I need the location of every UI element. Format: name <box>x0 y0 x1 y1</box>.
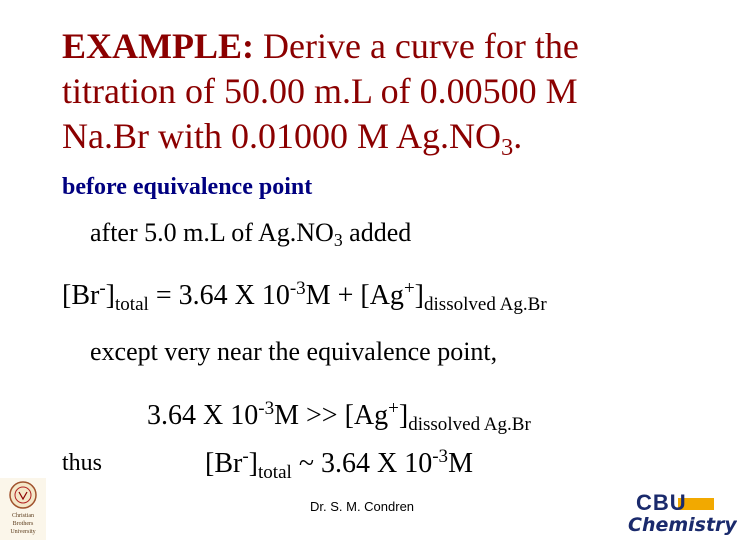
equation-1 <box>62 277 547 315</box>
equation-3 <box>205 445 473 483</box>
eq2-exponent: -3 <box>258 397 275 419</box>
after-subscript: 3 <box>333 230 343 251</box>
slide-title <box>62 24 579 162</box>
logo-cbu-text: CBU <box>636 490 687 515</box>
eq3-exponent: -3 <box>432 445 449 467</box>
title-label: EXAMPLE: <box>62 26 254 66</box>
eq1-br-close: ] <box>105 280 115 311</box>
university-seal-logo <box>0 478 46 540</box>
eq3-br: [Br <box>205 448 243 479</box>
eq2-ag-charge: + <box>388 397 399 419</box>
eq2-mid: M >> [Ag <box>274 400 389 431</box>
eq2-dissolved-sub: dissolved Ag.Br <box>408 413 531 435</box>
thus-label: thus <box>62 450 103 476</box>
eq1-exponent: -3 <box>289 277 306 299</box>
eq3-br-charge: - <box>242 445 249 467</box>
title-text-2: titration of 50.00 m.L of 0.00500 M <box>62 71 578 111</box>
seal-line-3: University <box>10 529 36 535</box>
equation-2 <box>147 397 531 435</box>
seal-line-2: Brothers <box>12 521 34 527</box>
eq1-total-sub: total <box>115 293 149 315</box>
seal-line-1: Christian <box>12 513 34 519</box>
except-line: except very near the equivalence point, <box>90 337 498 366</box>
eq3-mid: ~ 3.64 X 10 <box>291 448 433 479</box>
title-text-1: Derive a curve for the <box>254 26 579 66</box>
eq2-pre: 3.64 X 10 <box>147 400 259 431</box>
after-text-end: added <box>342 218 412 247</box>
title-text-3: Na.Br with 0.01000 M Ag.NO <box>62 116 501 156</box>
eq1-ag-charge: + <box>403 277 415 299</box>
eq1-mid: = 3.64 X 10 <box>148 280 290 311</box>
title-subscript: 3 <box>501 134 514 162</box>
eq1-mid2: M + [Ag <box>305 280 404 311</box>
logo-chemistry-text: Chemistry <box>628 514 737 536</box>
after-line <box>90 218 412 251</box>
eq1-br-charge: - <box>99 277 106 299</box>
eq1-ag-close: ] <box>414 280 424 311</box>
eq2-ag-close: ] <box>398 400 409 431</box>
cbu-chemistry-logo <box>618 490 737 540</box>
after-text: after 5.0 m.L of Ag.NO <box>90 218 334 247</box>
eq3-total-sub: total <box>258 461 292 483</box>
eq1-dissolved-sub: dissolved Ag.Br <box>424 293 547 315</box>
footer-author: Dr. S. M. Condren <box>310 499 415 514</box>
eq1-br: [Br <box>62 280 100 311</box>
eq3-end: M <box>448 448 473 479</box>
title-period: . <box>513 116 523 156</box>
section-heading: before equivalence point <box>62 174 313 200</box>
eq3-br-close: ] <box>248 448 258 479</box>
